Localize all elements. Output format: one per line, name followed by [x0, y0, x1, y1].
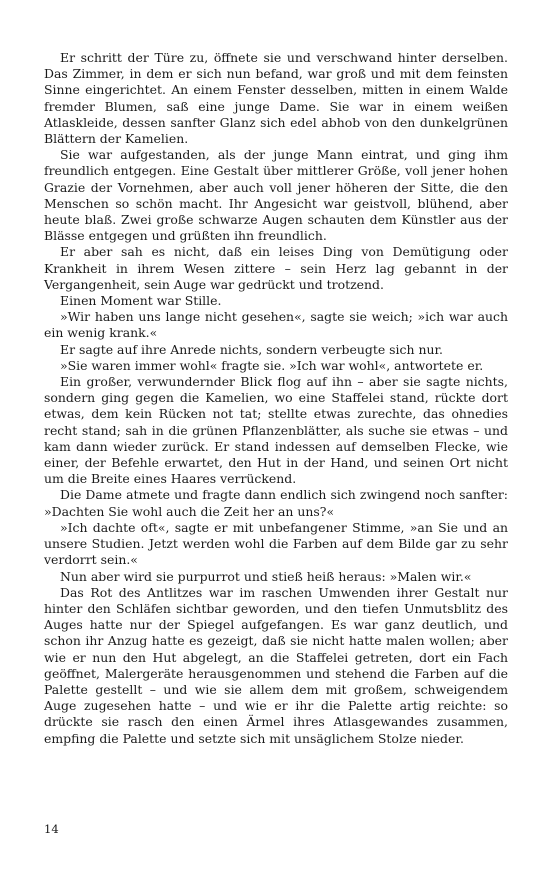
paragraph: »Sie waren immer wohl« fragte sie. »Ich war wohl«, antwortete er. — [60, 357, 484, 373]
paragraph: Er schritt der Türe zu, öffnete sie und verschwand hinter derselben. Das Zimmer, in dem er sich nun befand, war groß und mit dem feinsten Sinne eingerichtet. An einem Fenster desselben, mitten in einem Walde fremder Blumen, saß eine junge Dame. Sie war in einem weißen Atlaskleide, dessen sanfter Glanz sich edel abhob von den dunkelgrünen Blättern der Kamelien. — [44, 50, 508, 147]
paragraph: Einen Moment war Stille. — [60, 293, 222, 309]
page-number: 14 — [44, 822, 59, 836]
paragraph: Die Dame atmete und fragte dann endlich sich zwingend noch sanfter: »Dachten Sie wohl auch die Zeit her an uns?« — [44, 487, 508, 519]
paragraph: Er sagte auf ihre Anrede nichts, sondern verbeugte sich nur. — [60, 341, 443, 357]
paragraph: »Ich dachte oft«, sagte er mit unbefangener Stimme, »an Sie und an unsere Studien. Jetzt werden wohl die Farben auf dem Bilde gar zu sehr verdorrt sein.« — [44, 519, 508, 568]
body-text — [44, 50, 508, 747]
paragraph: Ein großer, verwundernder Blick flog auf ihn – aber sie sagte nichts, sondern ging gegen die Kamelien, wo eine Staffelei stand, rückte dort etwas, dem kein Rücken not tat; stellte etwas zurechte, das ohnedies recht stand; sah in die grünen Pflanzenblätter, als suche sie etwas – und kam dann wieder zurück. Er stand indessen auf demselben Flecke, wie einer, der Befehle erwartet, den Hut in der Hand, und seinen Ort nicht um die Breite eines Haares verrückend. — [44, 374, 508, 487]
paragraph: Das Rot des Antlitzes war im raschen Umwenden ihrer Gestalt nur hinter den Schläfen sichtbar geworden, und den tiefen Unmutsblitz des Auges hatte nur der Spiegel aufgefangen. Es war ganz deutlich, und schon ihr Anzug hatte es gezeigt, daß sie nicht hatte malen wollen; aber wie er nun den Hut abgelegt, an die Staffelei getreten, dort ein Fach geöffnet, Malergeräte herausgenommen und stehend die Farben auf die Palette gestellt – und wie sie allem dem mit großem, schweigendem Auge zugesehen hatte – und wie er ihr die Palette artig reichte: so drückte sie rasch den einen Ärmel ihres Atlasgewandes zusammen, empfing die Palette und setzte sich mit unsäglichem Stolze nieder. — [44, 584, 508, 746]
paragraph: Nun aber wird sie purpurrot und stieß heiß heraus: »Malen wir.« — [60, 568, 472, 584]
paragraph: Sie war aufgestanden, als der junge Mann eintrat, und ging ihm freundlich entgegen. Eine Gestalt über mittlerer Größe, voll jener hohen Grazie der Vornehmen, aber auch voll jener höheren der Sitte, die den Menschen so schön macht. Ihr Angesicht war geistvoll, blühend, aber heute blaß. Zwei große schwarze Augen schauten dem Künstler aus der Blässe entgegen und grüßten ihn freundlich. — [44, 147, 508, 244]
paragraph: »Wir haben uns lange nicht gesehen«, sagte sie weich; »ich war auch ein wenig krank.« — [44, 309, 508, 341]
paragraph: Er aber sah es nicht, daß ein leises Ding von Demütigung oder Krankheit in ihrem Wesen zittere – sein Herz lag gebannt in der Vergangenheit, sein Auge war gedrückt und trotzend. — [44, 244, 508, 292]
